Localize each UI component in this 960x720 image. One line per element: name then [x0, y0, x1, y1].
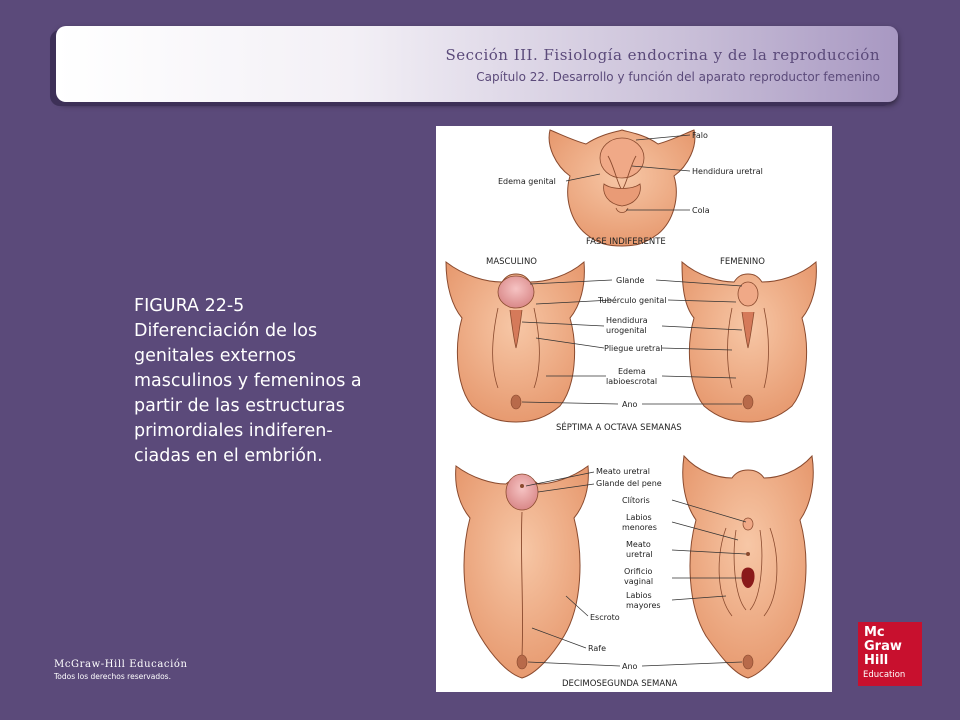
- label-ano-final: Ano: [622, 662, 638, 671]
- label-edema-genital: Edema genital: [498, 177, 556, 186]
- label-hendidura-2: urogenital: [606, 326, 647, 335]
- logo-line-1: Mc: [864, 625, 885, 640]
- figure-description: Diferenciación de los genitales externos masculinos y femeninos a partir de las estructuras primordiales indiferen- ciadas en el embrión.: [134, 321, 362, 466]
- publisher-rights: Todos los derechos reservados.: [54, 672, 171, 681]
- label-clitoris: Clítoris: [622, 496, 650, 505]
- label-pliegue-uretral: Pliegue uretral: [604, 344, 663, 353]
- label-edema-1: Edema: [618, 367, 646, 376]
- mcgraw-hill-logo: [858, 622, 922, 686]
- label-glande: Glande: [616, 276, 645, 285]
- label-falo: Falo: [692, 131, 708, 140]
- logo-line-4: Education: [863, 670, 906, 680]
- label-hendidura-uretral: Hendidura uretral: [692, 167, 763, 176]
- label-tuberculo-genital: Tubérculo genital: [598, 296, 667, 305]
- label-meato-uretral-male: Meato uretral: [596, 467, 650, 476]
- chapter-subtitle: Capítulo 22. Desarrollo y función del aparato reproductor femenino: [476, 70, 880, 84]
- label-meato-2: uretral: [626, 550, 653, 559]
- publisher-footer: [54, 659, 188, 681]
- label-labios-menores-2: menores: [622, 523, 657, 532]
- figure-caption: [134, 294, 384, 469]
- label-escroto: Escroto: [590, 613, 620, 622]
- label-labios-mayores-2: mayores: [626, 601, 661, 610]
- label-orificio-2: vaginal: [624, 577, 654, 586]
- indifferent-stage-figure: [549, 130, 695, 246]
- label-cola: Cola: [692, 206, 710, 215]
- label-orificio-1: Orificio: [624, 567, 653, 576]
- label-meato-1: Meato: [626, 540, 651, 549]
- embryology-diagram: [436, 126, 832, 692]
- label-rafe: Rafe: [588, 644, 607, 653]
- label-edema-2: labioescrotal: [606, 377, 658, 386]
- label-labios-menores-1: Labios: [626, 513, 652, 522]
- section-title: Sección III. Fisiología endocrina y de la reproducción: [445, 46, 880, 64]
- header-bar: [56, 26, 898, 102]
- logo-line-2: Graw: [864, 639, 902, 654]
- label-labios-mayores-1: Labios: [626, 591, 652, 600]
- male-label: MASCULINO: [486, 257, 537, 267]
- female-final-figure: [683, 456, 814, 678]
- stage-7-8-weeks-label: SÉPTIMA A OCTAVA SEMANAS: [556, 423, 682, 433]
- stage-indifferent-label: FASE INDIFERENTE: [586, 237, 666, 247]
- label-ano-mid: Ano: [622, 400, 638, 409]
- logo-line-3: Hill: [864, 653, 889, 668]
- female-mid-figure: [682, 262, 816, 422]
- male-final-figure: [456, 466, 589, 678]
- label-glande-pene: Glande del pene: [596, 479, 662, 488]
- label-hendidura-1: Hendidura: [606, 316, 648, 325]
- figure-number: FIGURA 22-5: [134, 296, 245, 316]
- publisher-name: McGraw-Hill Educación: [54, 659, 188, 670]
- female-label: FEMENINO: [720, 257, 765, 267]
- stage-12-weeks-label: DECIMOSEGUNDA SEMANA: [562, 679, 678, 689]
